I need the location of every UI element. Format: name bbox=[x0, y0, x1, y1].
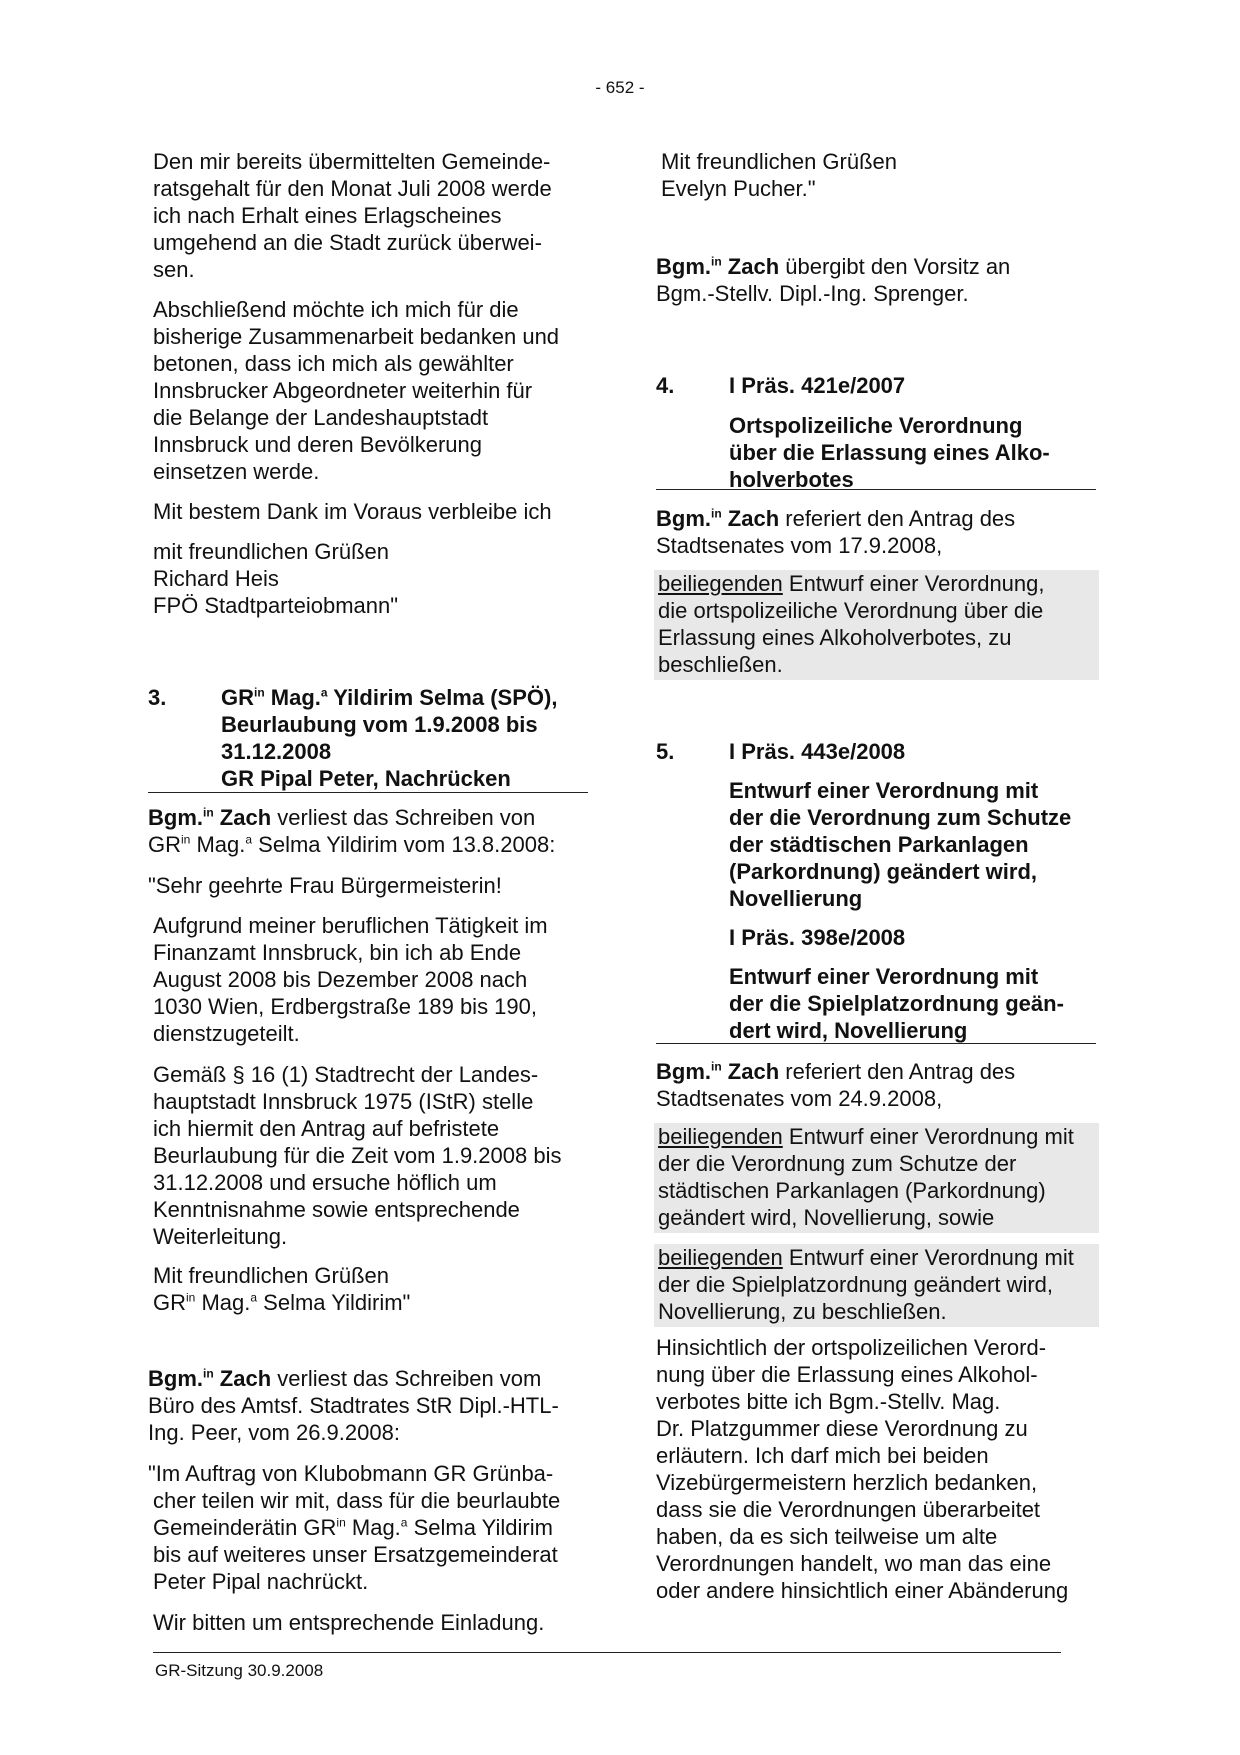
left-paragraph-7: Aufgrund meiner beruflichen Tätigkeit im Finanzamt Innsbruck, bin ich ab Ende August 2008 bis Dezember 2008 nach 1030 Wien, Erdbergstraße 189 bis 190, dienstzugeteilt. bbox=[153, 913, 548, 1046]
page-number: - 652 - bbox=[595, 78, 645, 97]
signature-pucher: Mit freundlichen Grüßen Evelyn Pucher." bbox=[661, 149, 897, 201]
item-title: I Präs. 443e/2008 Entwurf einer Verordnung mit der die Verordnung zum Schutze der städtischen Parkanlagen (Parkordnung) geändert wird, Novellierung I Präs. 398e/2008 Entwurf einer Verordnung mit der die Spielplatzordnung geän- dert wird, Novellierung bbox=[729, 739, 1072, 1043]
footer-divider bbox=[153, 1652, 1061, 1653]
left-paragraph-10: Bgm.$^{in}$ Zach verliest das Schreiben vom Büro des Amtsf. Stadtrates StR Dipl.-HTL- Ing. Peer, vom 26.9.2008: bbox=[148, 1366, 559, 1445]
motion-text-3: beiliegenden Entwurf einer Verordnung mit der die Spielplatzordnung geändert wird, Novellierung, zu beschließen. bbox=[654, 1244, 1099, 1327]
left-paragraph-12: Wir bitten um entsprechende Einladung. bbox=[153, 1610, 545, 1635]
agenda-item-4 bbox=[656, 372, 1096, 490]
right-paragraph-8: Hinsichtlich der ortspolizeilichen Verord- nung über die Erlassung eines Alkohol- verbotes bitte ich Bgm.-Stellv. Mag. Dr. Platzgummer diese Verordnung zu erläutern. Ich darf mich bei beiden Vizebürgermeistern herzlich bedanken, dass sie die Verordnungen überarbeitet haben, da es sich teilweise um alte Verordnungen handelt, wo man das eine oder andere hinsichtlich einer Abänderung bbox=[656, 1335, 1069, 1603]
item-title: I Präs. 421e/2007 Ortspolizeiliche Verordnung über die Erlassung eines Alko- holverbotes bbox=[729, 373, 1050, 492]
item-number: 5. bbox=[656, 739, 675, 764]
left-paragraph-11: "Im Auftrag von Klubobmann GR Grünba- cher teilen wir mit, dass für die beurlaubte Gemeinderätin $GR^{in}$ Mag.$^a$ Selma Yildirim bis auf weiteres unser Ersatzgemeinderat Peter Pipal nachrückt. bbox=[148, 1461, 561, 1594]
left-paragraph-8: Gemäß § 16 (1) Stadtrecht der Landes- hauptstadt Innsbruck 1975 (IStR) stelle ich hiermit den Antrag auf befristete Beurlaubung für die Zeit vom 1.9.2008 bis 31.12.2008 und ersuche höflich um Kenntnisnahme sowie entsprechende Weiterleitung. bbox=[153, 1062, 562, 1249]
signature-heis: mit freundlichen Grüßen Richard Heis FPÖ Stadtparteiobmann" bbox=[153, 539, 399, 618]
left-paragraph-2: Abschließend möchte ich mich für die bisherige Zusammenarbeit bedanken und betonen, dass ich mich als gewählter Innsbrucker Abgeordneter weiterhin für die Belange der Landeshauptstadt Innsbruck und deren Bevölkerung einsetzen werde. bbox=[153, 297, 560, 484]
item-title: $GR^{in}$ Mag.$^a$ Yildirim Selma (SPÖ), Beurlaubung vom 1.9.2008 bis 31.12.2008 GR Pipal Peter, Nachrücken bbox=[221, 685, 558, 791]
item-number: 4. bbox=[656, 373, 675, 398]
left-paragraph-5: Bgm.$^{in}$ Zach verliest das Schreiben von $GR^{in}$ Mag.$^a$ Selma Yildirim vom 13.8.2008: bbox=[148, 805, 556, 857]
signature-yildirim: Mit freundlichen Grüßen $GR^{in}$ Mag.$^a$ Selma Yildirim" bbox=[153, 1263, 411, 1315]
agenda-item-5 bbox=[656, 738, 1096, 1044]
motion-text-2: beiliegenden Entwurf einer Verordnung mit der die Verordnung zum Schutze der städtischen Parkanlagen (Parkordnung) geändert wird, Novellierung, sowie bbox=[654, 1123, 1099, 1233]
left-paragraph-1: Den mir bereits übermittelten Gemeinde- ratsgehalt für den Monat Juli 2008 werde ich nach Erhalt eines Erlagscheines umgehend an die Stadt zurück überwei- sen. bbox=[153, 149, 552, 282]
item-number: 3. bbox=[148, 685, 167, 710]
right-paragraph-3: Bgm.$^{in}$ Zach referiert den Antrag des Stadtsenates vom 17.9.2008, bbox=[656, 506, 1016, 558]
agenda-item-3 bbox=[148, 684, 588, 793]
salutation: "Sehr geehrte Frau Bürgermeisterin! bbox=[148, 873, 502, 898]
right-paragraph-5: Bgm.$^{in}$ Zach referiert den Antrag des Stadtsenates vom 24.9.2008, bbox=[656, 1059, 1016, 1111]
footer-text: GR-Sitzung 30.9.2008 bbox=[155, 1661, 324, 1680]
right-paragraph-2: Bgm.$^{in}$ Zach übergibt den Vorsitz an Bgm.-Stellv. Dipl.-Ing. Sprenger. bbox=[656, 254, 1011, 306]
left-paragraph-3: Mit bestem Dank im Voraus verbleibe ich bbox=[153, 499, 552, 524]
motion-text-1: beiliegenden Entwurf einer Verordnung, die ortspolizeiliche Verordnung über die Erlassung eines Alkoholverbotes, zu beschließen. bbox=[654, 570, 1099, 680]
